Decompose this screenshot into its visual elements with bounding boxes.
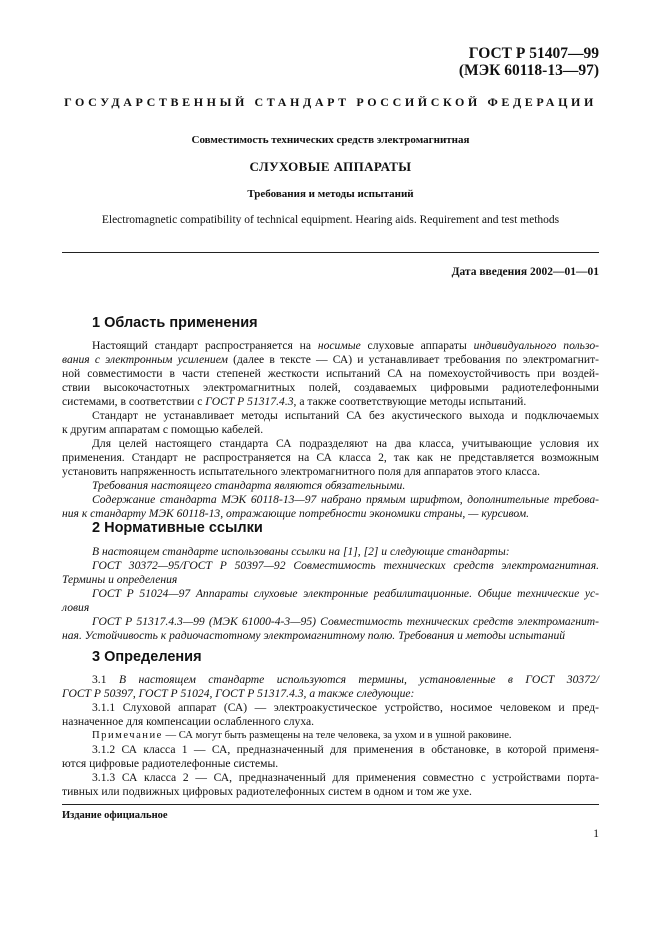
paragraph-line: Стандарт не устанавливает методы испытаний СА без акустического выхода и подключаемых: [92, 409, 599, 422]
document-title: СЛУХОВЫЕ АППАРАТЫ: [249, 159, 412, 174]
footer-divider: [62, 804, 599, 805]
paragraph-line: применения. Стандарт не распространяется на СА класса 2, так как не представляется возможным: [62, 451, 599, 464]
page-number: 1: [593, 828, 599, 840]
section-1-heading: 1 Область применения: [92, 315, 258, 331]
definition-line: 3.1.3 СА класса 2 — СА, предназначенный для применения совместно с устройствами порта-: [92, 771, 599, 784]
paragraph-line: к другим аппаратам с помощью кабелей.: [62, 423, 264, 436]
paragraph-line: вания с электронным усилением (далее в тексте — СА) и устанавливает требования по электромагнит-: [62, 353, 599, 366]
paragraph-line: системами, в соответствии с ГОСТ Р 51317.4.3, а также соответствующие методы испытаний.: [62, 395, 527, 408]
standard-category: Совместимость технических средств электромагнитная: [191, 134, 470, 146]
paragraph-line: Содержание стандарта МЭК 60118-13—97 набрано прямым шрифтом, дополнительные требова-: [92, 493, 599, 506]
reference-item: Термины и определения: [62, 573, 178, 586]
title-divider: [62, 252, 599, 253]
paragraph-line: ГОСТ Р 50397, ГОСТ Р 51024, ГОСТ Р 51317.4.3, а также следующие:: [62, 687, 415, 700]
section-3-heading: 3 Определения: [92, 649, 202, 665]
paragraph-line: ствии высокочастотных электромагнитных полей, создаваемых цифровыми радиотелефонными: [62, 381, 599, 394]
paragraph-line: ной совместимости в части степеней жесткости испытаний СА на помехоустойчивость при воздей-: [62, 367, 599, 380]
reference-item: ГОСТ 30372—95/ГОСТ Р 50397—92 Совместимость технических средств электромагнитная.: [92, 559, 599, 572]
iec-number: (МЭК 60118-13—97): [458, 62, 599, 79]
paragraph-line: Настоящий стандарт распространяется на носимые слуховые аппараты индивидуального пользо-: [92, 339, 599, 352]
edition-label: Издание официальное: [62, 810, 168, 821]
introduction-date: Дата введения 2002—01—01: [451, 266, 599, 278]
paragraph-line: В настоящем стандарте использованы ссылки на [1], [2] и следующие стандарты:: [92, 545, 510, 558]
document-subtitle: Требования и методы испытаний: [247, 188, 414, 200]
paragraph-line: ния к стандарту МЭК 60118-13, отражающие потребности экономики страны, — курсивом.: [62, 507, 530, 520]
reference-item: ловия: [62, 601, 90, 614]
paragraph-line: установить напряженность испытательного электромагнитного поля для аппаратов этого класса.: [62, 465, 541, 478]
definition-line: назначенное для компенсации ослабленного слуха.: [62, 715, 315, 728]
paragraph-line: Требования настоящего стандарта являются обязательными.: [92, 479, 406, 492]
reference-item: ГОСТ Р 51024—97 Аппараты слуховые электронные реабилитационные. Общие технические ус-: [92, 587, 599, 600]
section-2-heading: 2 Нормативные ссылки: [92, 520, 263, 536]
state-standard-title: ГОСУДАРСТВЕННЫЙ СТАНДАРТ РОССИЙСКОЙ ФЕДЕРАЦИИ: [64, 95, 597, 109]
definition-line: ются цифровые радиотелефонные системы.: [62, 757, 279, 770]
definition-line: тивных или подвижных цифровых радиотелефонных систем в одном и том же ухе.: [62, 785, 472, 798]
paragraph-line: 3.1 В настоящем стандарте используются термины, установленные в ГОСТ 30372/: [92, 673, 600, 686]
standard-number: ГОСТ Р 51407—99: [468, 45, 599, 62]
paragraph-line: Для целей настоящего стандарта СА подразделяют на два класса, учитывающие условия их: [92, 437, 599, 450]
definition-line: 3.1.2 СА класса 1 — СА, предназначенный для применения в обстановке, в которой применя-: [92, 743, 599, 756]
reference-item: ная. Устойчивость к радиочастотному электромагнитному полю. Требования и методы испытаний: [62, 629, 566, 642]
definition-line: 3.1.1 Слуховой аппарат (СА) — электроакустическое устройство, носимое человеком и пред-: [92, 701, 599, 714]
reference-item: ГОСТ Р 51317.4.3—99 (МЭК 61000-4-3—95) Совместимость технических средств электромагнит-: [92, 615, 599, 628]
english-title: Electromagnetic compatibility of technical equipment. Hearing aids. Requirement and test methods: [101, 214, 560, 226]
definition-note: Примечание — СА могут быть размещены на теле человека, за ухом и в ушной раковине.: [92, 730, 512, 741]
